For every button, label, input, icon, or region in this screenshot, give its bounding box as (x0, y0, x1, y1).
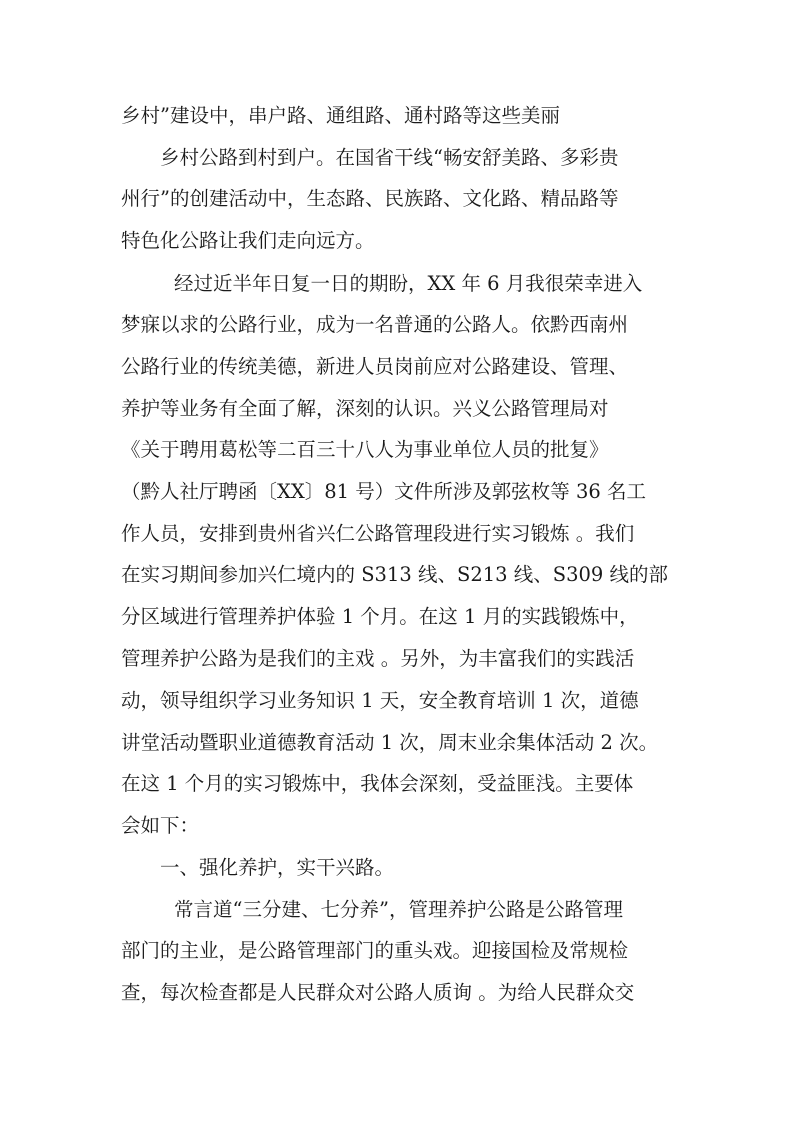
text-line: 乡村公路到村到户。在国省干线“畅安舒美路、多彩贵 (160, 146, 619, 169)
paragraph-start-line: 常言道“三分建、七分养”，管理养护公路是公路管理 (174, 898, 623, 921)
text-line: 公路行业的传统美德，新进人员岗前应对公路建设、管理、 (121, 355, 629, 378)
text-line: 梦寐以求的公路行业，成为一名普通的公路人。依黔西南州 (121, 313, 629, 336)
text-line: （黔人社厅聘函〔XX〕81 号）文件所涉及郭弦枚等 36 名工 (121, 480, 646, 503)
text-line: 讲堂活动暨职业道德教育活动 1 次，周末业余集体活动 2 次。 (121, 731, 659, 754)
text-line: 养护等业务有全面了解，深刻的认识。兴义公路管理局对 (121, 397, 609, 420)
text-line: 州行”的创建活动中，生态路、民族路、文化路、精品路等 (121, 187, 619, 210)
text-line: 部门的主业，是公路管理部门的重头戏。迎接国检及常规检 (121, 939, 629, 962)
text-line: 作人员，安排到贵州省兴仁公路管理段进行实习锻炼 。我们 (121, 522, 635, 545)
text-line: 动，领导组织学习业务知识 1 天，安全教育培训 1 次，道德 (121, 689, 639, 712)
text-line: 会如下： (121, 814, 200, 837)
text-line: 在实习期间参加兴仁境内的 S313 线、S213 线、S309 线的部 (121, 563, 669, 586)
paragraph-start-line: 经过近半年日复一日的期盼，XX 年 6 月我很荣幸进入 (174, 272, 643, 295)
text-line: 查，每次检查都是人民群众对公路人质询 。为给人民群众交 (121, 981, 635, 1004)
text-line: 特色化公路让我们走向远方。 (121, 229, 375, 252)
text-line: 管理养护公路为是我们的主戏 。另外，为丰富我们的实践活 (121, 647, 635, 670)
text-line: 乡村”建设中，串户路、通组路、通村路等这些美丽 (121, 104, 560, 127)
text-line: 《关于聘用葛松等二百三十八人为事业单位人员的批复》 (121, 438, 609, 461)
text-line: 分区域进行管理养护体验 1 个月。在这 1 月的实践锻炼中， (121, 605, 639, 628)
text-line: 在这 1 个月的实习锻炼中，我体会深刻，受益匪浅。主要体 (121, 772, 634, 795)
section-heading: 一、强化养护，实干兴路。 (160, 856, 395, 879)
